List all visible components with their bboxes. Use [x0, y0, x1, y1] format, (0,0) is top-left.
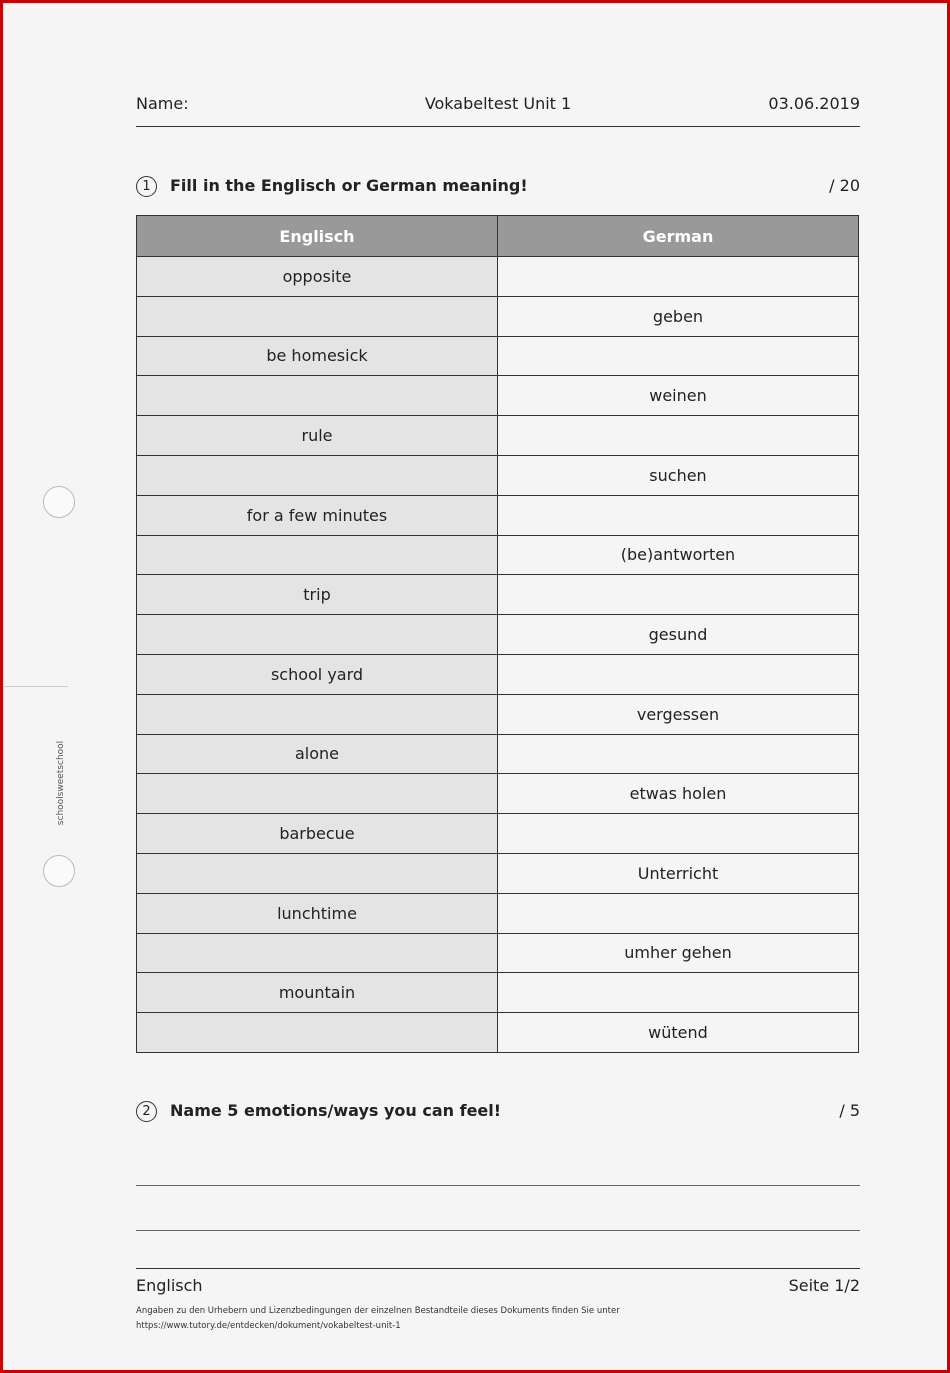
english-cell: lunchtime [137, 893, 498, 933]
german-cell: vergessen [498, 694, 859, 734]
german-cell[interactable] [498, 416, 859, 456]
table-row [137, 814, 859, 854]
german-cell[interactable] [498, 575, 859, 615]
attribution-link[interactable]: https://www.tutory.de/entdecken/dokument/vokabeltest-unit-1 [136, 1321, 401, 1331]
german-cell[interactable] [498, 973, 859, 1013]
english-cell: barbecue [137, 814, 498, 854]
german-cell[interactable] [498, 734, 859, 774]
table-row [137, 575, 859, 615]
german-cell: weinen [498, 376, 859, 416]
footer-page-number: Seite 1/2 [788, 1276, 860, 1295]
task-number-badge: 1 [136, 176, 157, 197]
side-watermark: schoolsweetschool [56, 740, 66, 826]
english-cell[interactable] [137, 1013, 498, 1053]
english-cell: mountain [137, 973, 498, 1013]
task-points: / 5 [839, 1101, 860, 1120]
table-row [137, 774, 859, 814]
attribution-text [136, 1304, 620, 1334]
german-cell: umher gehen [498, 933, 859, 973]
attribution-line: Angaben zu den Urhebern und Lizenzbedingungen der einzelnen Bestandteile dieses Dokuments finden Sie unter [136, 1306, 620, 1316]
table-row [137, 734, 859, 774]
english-cell: be homesick [137, 336, 498, 376]
table-row [137, 376, 859, 416]
english-cell: school yard [137, 654, 498, 694]
german-cell: wütend [498, 1013, 859, 1053]
document-date: 03.06.2019 [768, 94, 860, 113]
english-cell[interactable] [137, 535, 498, 575]
table-row [137, 893, 859, 933]
english-cell[interactable] [137, 455, 498, 495]
column-header-english: Englisch [137, 216, 498, 257]
column-header-german: German [498, 216, 859, 257]
table-row [137, 973, 859, 1013]
vocabulary-table [136, 215, 859, 1053]
english-cell[interactable] [137, 296, 498, 336]
punch-hole [43, 486, 75, 518]
german-cell: Unterricht [498, 853, 859, 893]
table-row [137, 654, 859, 694]
english-cell: for a few minutes [137, 495, 498, 535]
task-title: Name 5 emotions/ways you can feel! [170, 1101, 502, 1120]
task-number-badge: 2 [136, 1101, 157, 1122]
table-header-row [137, 216, 859, 257]
fold-mark [4, 686, 68, 687]
german-cell[interactable] [498, 257, 859, 297]
english-cell: alone [137, 734, 498, 774]
table-row [137, 1013, 859, 1053]
german-cell[interactable] [498, 495, 859, 535]
document-header [136, 92, 860, 127]
table-row [137, 336, 859, 376]
english-cell: rule [137, 416, 498, 456]
english-cell[interactable] [137, 853, 498, 893]
german-cell: suchen [498, 455, 859, 495]
table-row [137, 535, 859, 575]
table-row [137, 853, 859, 893]
table-row [137, 296, 859, 336]
german-cell: geben [498, 296, 859, 336]
task-title: Fill in the Englisch or German meaning! [170, 176, 528, 195]
task-2-heading [136, 1101, 860, 1125]
answer-line[interactable] [136, 1230, 860, 1231]
table-row [137, 455, 859, 495]
english-cell: trip [137, 575, 498, 615]
table-row [137, 615, 859, 655]
table-row [137, 416, 859, 456]
footer-divider [136, 1268, 860, 1269]
table-row [137, 694, 859, 734]
german-cell[interactable] [498, 893, 859, 933]
name-label: Name: [136, 94, 189, 113]
document-title: Vokabeltest Unit 1 [424, 94, 572, 113]
task-points: / 20 [829, 176, 860, 195]
answer-line[interactable] [136, 1185, 860, 1186]
german-cell: etwas holen [498, 774, 859, 814]
german-cell: gesund [498, 615, 859, 655]
german-cell[interactable] [498, 654, 859, 694]
english-cell[interactable] [137, 933, 498, 973]
english-cell[interactable] [137, 694, 498, 734]
english-cell[interactable] [137, 774, 498, 814]
english-cell[interactable] [137, 376, 498, 416]
german-cell[interactable] [498, 336, 859, 376]
german-cell[interactable] [498, 814, 859, 854]
english-cell: opposite [137, 257, 498, 297]
footer-subject: Englisch [136, 1276, 203, 1295]
table-row [137, 257, 859, 297]
english-cell[interactable] [137, 615, 498, 655]
task-1-heading [136, 176, 860, 200]
table-row [137, 933, 859, 973]
german-cell: (be)antworten [498, 535, 859, 575]
punch-hole [43, 855, 75, 887]
table-row [137, 495, 859, 535]
